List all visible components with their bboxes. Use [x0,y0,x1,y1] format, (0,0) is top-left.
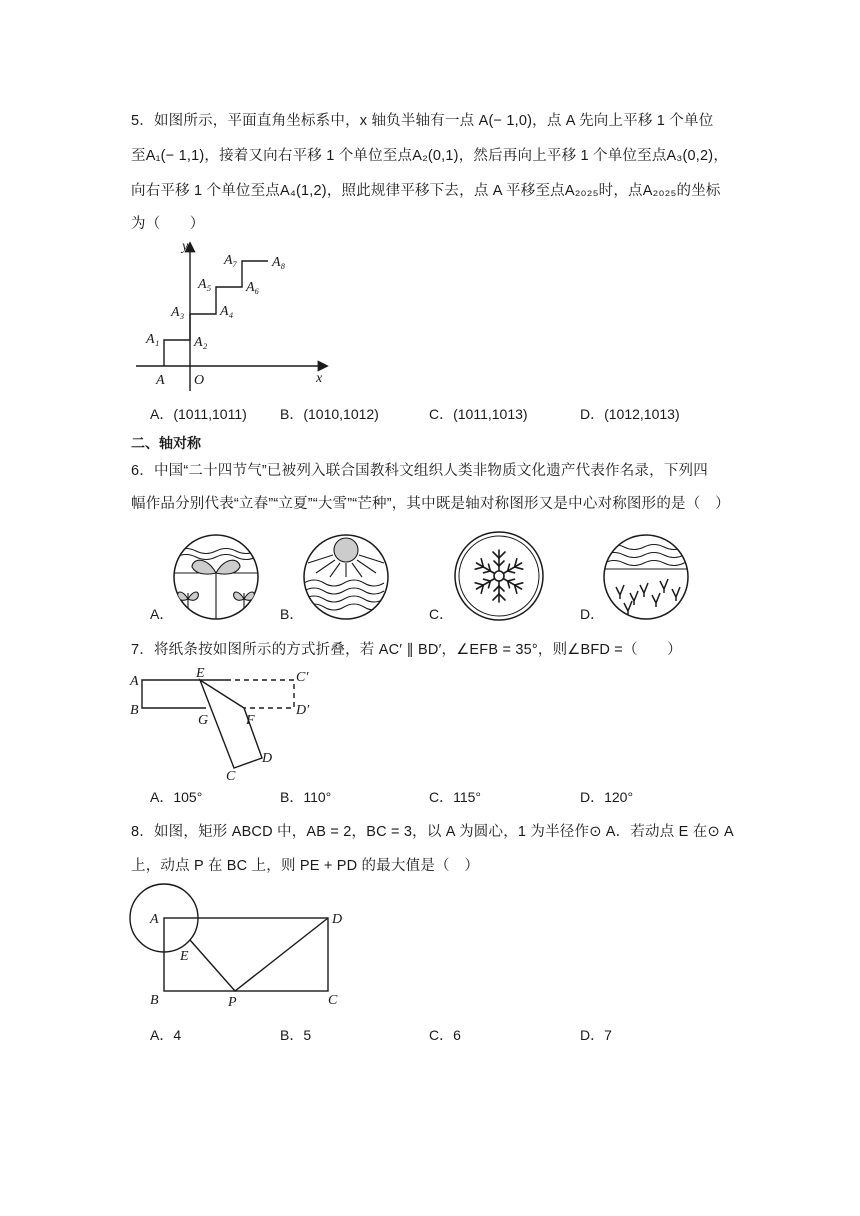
q5-line-4: 为（ ） [131,216,205,232]
q5-option-c[interactable]: C．(1011,1013) [429,406,528,422]
q6-line-1: 6．中国“二十四节气”已被列入联合国教科文组织人类非物质文化遗产代表作名录，下列四 [131,463,708,479]
label-a: A [150,912,159,927]
label-f: F [246,713,255,728]
label-e: E [196,666,205,681]
label-p: P [228,995,237,1010]
q8-option-a[interactable]: A．4 [150,1027,182,1043]
q8-option-b[interactable]: B．5 [280,1027,312,1043]
y-axis-label: y [182,239,189,254]
origin-label: O [194,373,205,388]
q8-option-c[interactable]: C．6 [429,1027,461,1043]
q8-rectangle-circle-figure [126,880,356,1012]
q5-option-d[interactable]: D．(1012,1013) [580,406,680,422]
label-d-prime: D′ [296,703,310,718]
q7-option-a[interactable]: A．105° [150,789,203,805]
point-a1-label: A₁ [146,332,160,347]
q6-option-d[interactable]: D． [580,606,605,622]
section-title: 二、轴对称 [131,435,201,451]
q5-line-3: 向右平移 1 个单位至点A₄(1,2)，照此规律平移下去，点 A 平移至点A₂₀₂₅时，点A₂₀₂₅的坐标 [131,183,721,199]
label-c: C [328,993,338,1008]
q7-option-c[interactable]: C．115° [429,789,482,805]
label-b: B [130,703,139,718]
x-axis-label: x [316,371,323,386]
point-a3-label: A₃ [171,305,185,320]
lichun-sprout-icon[interactable] [172,533,260,621]
q6-option-c[interactable]: C． [429,606,454,622]
q8-option-d[interactable]: D．7 [580,1027,612,1043]
point-a7-label: A₇ [224,253,238,268]
point-a4-label: A₄ [220,304,234,319]
label-c-prime: C′ [296,670,309,685]
q6-line-2: 幅作品分别代表“立春”“立夏”“大雪”“芒种”，其中既是轴对称图形又是中心对称图形的是（ ） [131,496,730,512]
q5-option-b[interactable]: B．(1010,1012) [280,406,379,422]
rectangle-abcd [164,918,328,991]
label-g: G [198,713,209,728]
q5-option-a[interactable]: A．(1011,1011) [150,406,247,422]
q5-line-2: 至A₁(− 1,1)，接着又向右平移 1 个单位至点A₂(0,1)，然后再向上平移 1 个单位至点A₃(0,2)， [131,148,729,164]
q5-staircase-figure [130,236,340,394]
label-e: E [180,949,189,964]
mangzhong-field-icon[interactable] [602,533,690,621]
q6-option-b[interactable]: B． [280,606,304,622]
q5-line-1: 5．如图所示，平面直角坐标系中，x 轴负半轴有一点 A(− 1,0)，点 A 先向上平移 1 个单位 [131,113,714,129]
label-d: D [332,912,343,927]
label-a: A [130,674,139,689]
point-a-label: A [156,373,165,388]
q8-line-1: 8．如图，矩形 ABCD 中，AB = 2，BC = 3，以 A 为圆心，1 为半径作⊙ A．若动点 E 在⊙ A [131,824,734,840]
point-a5-label: A₅ [198,277,212,292]
q7-folded-strip-figure [126,662,326,784]
daxue-snowflake-icon[interactable] [453,530,545,622]
strip-left [142,680,206,708]
q7-option-d[interactable]: D．120° [580,789,634,805]
point-a2-label: A₂ [194,335,208,350]
q8-line-2: 上，动点 P 在 BC 上，则 PE + PD 的最大值是（ ） [131,858,480,874]
q6-option-a[interactable]: A． [150,606,174,622]
label-b: B [150,993,159,1008]
path-e-p-d [190,918,328,991]
point-a8-label: A₈ [272,255,286,270]
q7-option-b[interactable]: B．110° [280,789,332,805]
label-c: C [226,769,236,784]
label-d: D [262,751,273,766]
lixia-sun-waves-icon[interactable] [302,533,390,621]
point-a6-label: A₆ [246,280,260,295]
q7-line-1: 7．将纸条按如图所示的方式折叠，若 AC′ ∥ BD′，∠EFB = 35°，则∠BFD =（ ） [131,642,682,658]
